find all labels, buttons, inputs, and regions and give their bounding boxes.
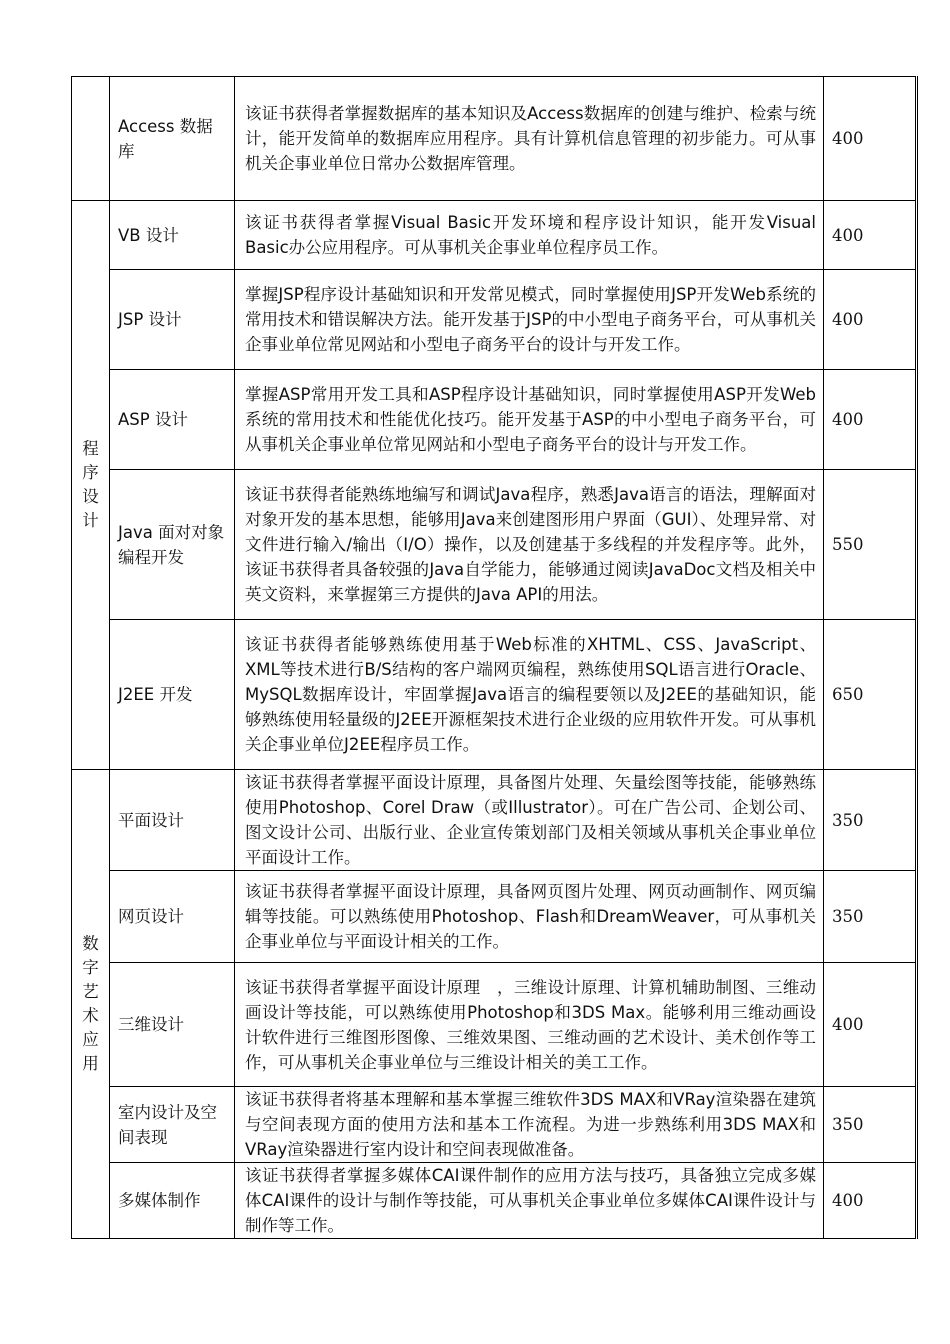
course-fee: 550: [824, 470, 917, 620]
table-row: [72, 620, 917, 770]
table-row: [72, 270, 917, 370]
course-description: 该证书获得者掌握Visual Basic开发环境和程序设计知识，能开发Visual Basic办公应用程序。可从事机关企事业单位程序员工作。: [235, 201, 824, 270]
course-name: 多媒体制作: [110, 1163, 235, 1239]
course-description: 该证书获得者掌握平面设计原理 ，三维设计原理、计算机辅助制图、三维动画设计等技能，可以熟练使用Photoshop和3DS Max。能够利用三维动画设计软件进行三维图形图像、三维效果图、三维动画的艺术设计、美术创作等工作，可从事机关企事业单位与三维设计相关的美工工作。: [235, 963, 824, 1087]
course-name: JSP 设计: [110, 270, 235, 370]
course-fee: 350: [824, 871, 917, 963]
table-row: [72, 1163, 917, 1239]
course-description: 该证书获得者掌握平面设计原理，具备图片处理、矢量绘图等技能，能够熟练使用Photoshop、Corel Draw（或Illustrator）。可在广告公司、企划公司、图文设计公司、出版行业、企业宣传策划部门及相关领域从事机关企事业单位平面设计工作。: [235, 770, 824, 871]
course-description: 该证书获得者能够熟练使用基于Web标准的XHTML、CSS、JavaScript、XML等技术进行B/S结构的客户端网页编程，熟练使用SQL语言进行Oracle、MySQL数据库设计，牢固掌握Java语言的编程要领以及J2EE的基础知识，能够熟练使用轻量级的J2EE开源框架技术进行企业级的应用软件开发。可从事机关企事业单位J2EE程序员工作。: [235, 620, 824, 770]
course-fee: 400: [824, 370, 917, 470]
table-row: [72, 77, 917, 201]
category-programming: 程序设计: [72, 201, 110, 770]
table-row: [72, 1087, 917, 1163]
course-name: VB 设计: [110, 201, 235, 270]
course-name: ASP 设计: [110, 370, 235, 470]
course-description: 掌握JSP程序设计基础知识和开发常见模式，同时掌握使用JSP开发Web系统的常用技术和错误解决方法。能开发基于JSP的中小型电子商务平台，可从事机关企事业单位常见网站和小型电子商务平台的设计与开发工作。: [235, 270, 824, 370]
course-fee: 650: [824, 620, 917, 770]
course-description: 该证书获得者能熟练地编写和调试Java程序，熟悉Java语言的语法，理解面对对象开发的基本思想，能够用Java来创建图形用户界面（GUI）、处理异常、对文件进行输入/输出（I/O）操作，以及创建基于多线程的并发程序等。此外，该证书获得者具备较强的Java自学能力，能够通过阅读JavaDoc文档及相关中英文资料，来掌握第三方提供的Java API的用法。: [235, 470, 824, 620]
course-fee: 350: [824, 770, 917, 871]
course-fee: 400: [824, 77, 917, 201]
course-name: Java 面对对象编程开发: [110, 470, 235, 620]
course-description: 该证书获得者掌握多媒体CAI课件制作的应用方法与技巧，具备独立完成多媒体CAI课件的设计与制作等技能，可从事机关企事业单位多媒体CAI课件设计与制作等工作。: [235, 1163, 824, 1239]
table-row: [72, 370, 917, 470]
table-row: [72, 470, 917, 620]
course-name: 三维设计: [110, 963, 235, 1087]
course-name: J2EE 开发: [110, 620, 235, 770]
course-name: 平面设计: [110, 770, 235, 871]
course-fee: 350: [824, 1087, 917, 1163]
course-description: 该证书获得者掌握平面设计原理，具备网页图片处理、网页动画制作、网页编辑等技能。可以熟练使用Photoshop、Flash和DreamWeaver，可从事机关企事业单位与平面设计相关的工作。: [235, 871, 824, 963]
course-name: 室内设计及空间表现: [110, 1087, 235, 1163]
course-description: 掌握ASP常用开发工具和ASP程序设计基础知识，同时掌握使用ASP开发Web系统的常用技术和性能优化技巧。能开发基于ASP的中小型电子商务平台，可从事机关企事业单位常见网站和小型电子商务平台的设计与开发工作。: [235, 370, 824, 470]
course-name: 网页设计: [110, 871, 235, 963]
course-fee: 400: [824, 201, 917, 270]
certificate-table: [71, 76, 918, 1239]
table-row: [72, 201, 917, 270]
category-cell-empty: [72, 77, 110, 201]
course-description: 该证书获得者将基本理解和基本掌握三维软件3DS MAX和VRay渲染器在建筑与空间表现方面的使用方法和基本工作流程。为进一步熟练利用3DS MAX和VRay渲染器进行室内设计和空间表现做准备。: [235, 1087, 824, 1163]
course-description: 该证书获得者掌握数据库的基本知识及Access数据库的创建与维护、检索与统计，能开发简单的数据库应用程序。具有计算机信息管理的初步能力。可从事机关企事业单位日常办公数据库管理。: [235, 77, 824, 201]
category-digital-art: 数字艺术应用: [72, 770, 110, 1239]
table-row: [72, 963, 917, 1087]
course-fee: 400: [824, 1163, 917, 1239]
table-row: [72, 871, 917, 963]
course-name: Access 数据库: [110, 77, 235, 201]
table-row: [72, 770, 917, 871]
course-fee: 400: [824, 963, 917, 1087]
course-fee: 400: [824, 270, 917, 370]
